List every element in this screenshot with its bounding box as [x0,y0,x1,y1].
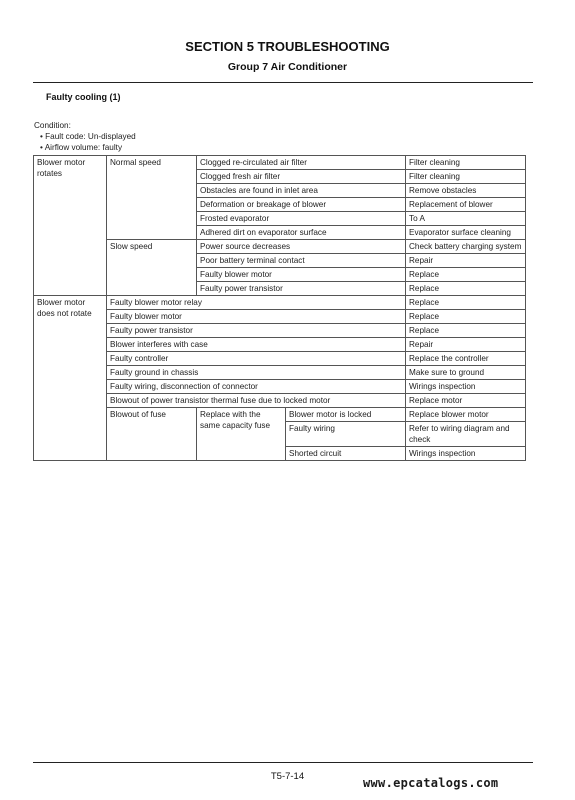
table-row [34,352,526,366]
cause-cell: Deformation or breakage of blower [197,198,406,212]
cause-cell: Faulty power transistor [197,282,406,296]
speed-cell: Normal speed [107,156,197,240]
cause-cell: Faulty controller [107,352,406,366]
remedy-cell: Replace the controller [406,352,526,366]
remedy-cell: Replace [406,296,526,310]
cause-cell: Faulty ground in chassis [107,366,406,380]
cause-cell: Frosted evaporator [197,212,406,226]
remedy-cell: Replace [406,310,526,324]
cause-cell: Blower motor is locked [286,408,406,422]
speed-cell: Slow speed [107,240,197,296]
page-number: T5-7-14 [270,771,305,782]
table-row [34,380,526,394]
remedy-cell: Replace [406,268,526,282]
table-row [34,366,526,380]
condition-item: • Airflow volume: faulty [40,143,123,152]
footer-divider [33,762,533,763]
remedy-cell: Wirings inspection [406,447,526,461]
cause-cell: Faulty wiring, disconnection of connector [107,380,406,394]
remedy-cell: Remove obstacles [406,184,526,198]
remedy-cell: Check battery charging system [406,240,526,254]
cause-cell: Faulty wiring [286,422,406,447]
remedy-cell: Wirings inspection [406,380,526,394]
cause-cell: Blowout of power transistor thermal fuse due to locked motor [107,394,406,408]
cause-cell: Shorted circuit [286,447,406,461]
table-row [34,324,526,338]
cause-group-cell: Blowout of fuse [107,408,197,461]
remedy-cell: Refer to wiring diagram and check [406,422,526,447]
condition-item: • Fault code: Un-displayed [40,132,136,141]
remedy-cell: Replacement of blower [406,198,526,212]
condition-label: Condition: [34,121,71,130]
header-divider [33,82,533,83]
cause-cell: Faulty blower motor relay [107,296,406,310]
table-row [34,156,526,170]
remedy-cell: Repair [406,254,526,268]
troubleshooting-table [33,155,526,461]
cause-cell: Clogged fresh air filter [197,170,406,184]
remedy-cell: Repair [406,338,526,352]
remedy-cell: Filter cleaning [406,170,526,184]
symptom-cell: Blower motor does not rotate [34,296,107,461]
table-row [34,394,526,408]
remedy-cell: To A [406,212,526,226]
table-row [34,240,526,254]
cause-cell: Poor battery terminal contact [197,254,406,268]
remedy-cell: Replace [406,282,526,296]
remedy-cell: Replace motor [406,394,526,408]
table-row [34,296,526,310]
symptom-cell: Blower motor rotates [34,156,107,296]
cause-cell: Faulty power transistor [107,324,406,338]
remedy-cell: Evaporator surface cleaning [406,226,526,240]
cause-cell: Blower interferes with case [107,338,406,352]
remedy-cell: Replace blower motor [406,408,526,422]
cause-cell: Faulty blower motor [107,310,406,324]
table-row [34,408,526,422]
section-heading: Faulty cooling (1) [46,92,121,102]
remedy-cell: Replace [406,324,526,338]
table-row [34,310,526,324]
cause-cell: Clogged re-circulated air filter [197,156,406,170]
watermark: www.epcatalogs.com [363,776,499,790]
cause-cell: Adhered dirt on evaporator surface [197,226,406,240]
remedy-cell: Make sure to ground [406,366,526,380]
remedy-cell: Filter cleaning [406,156,526,170]
section-title: SECTION 5 TROUBLESHOOTING [185,39,390,54]
action-cell: Replace with the same capacity fuse [197,408,286,461]
cause-cell: Faulty blower motor [197,268,406,282]
group-title: Group 7 Air Conditioner [227,61,348,73]
table-row [34,338,526,352]
cause-cell: Power source decreases [197,240,406,254]
cause-cell: Obstacles are found in inlet area [197,184,406,198]
